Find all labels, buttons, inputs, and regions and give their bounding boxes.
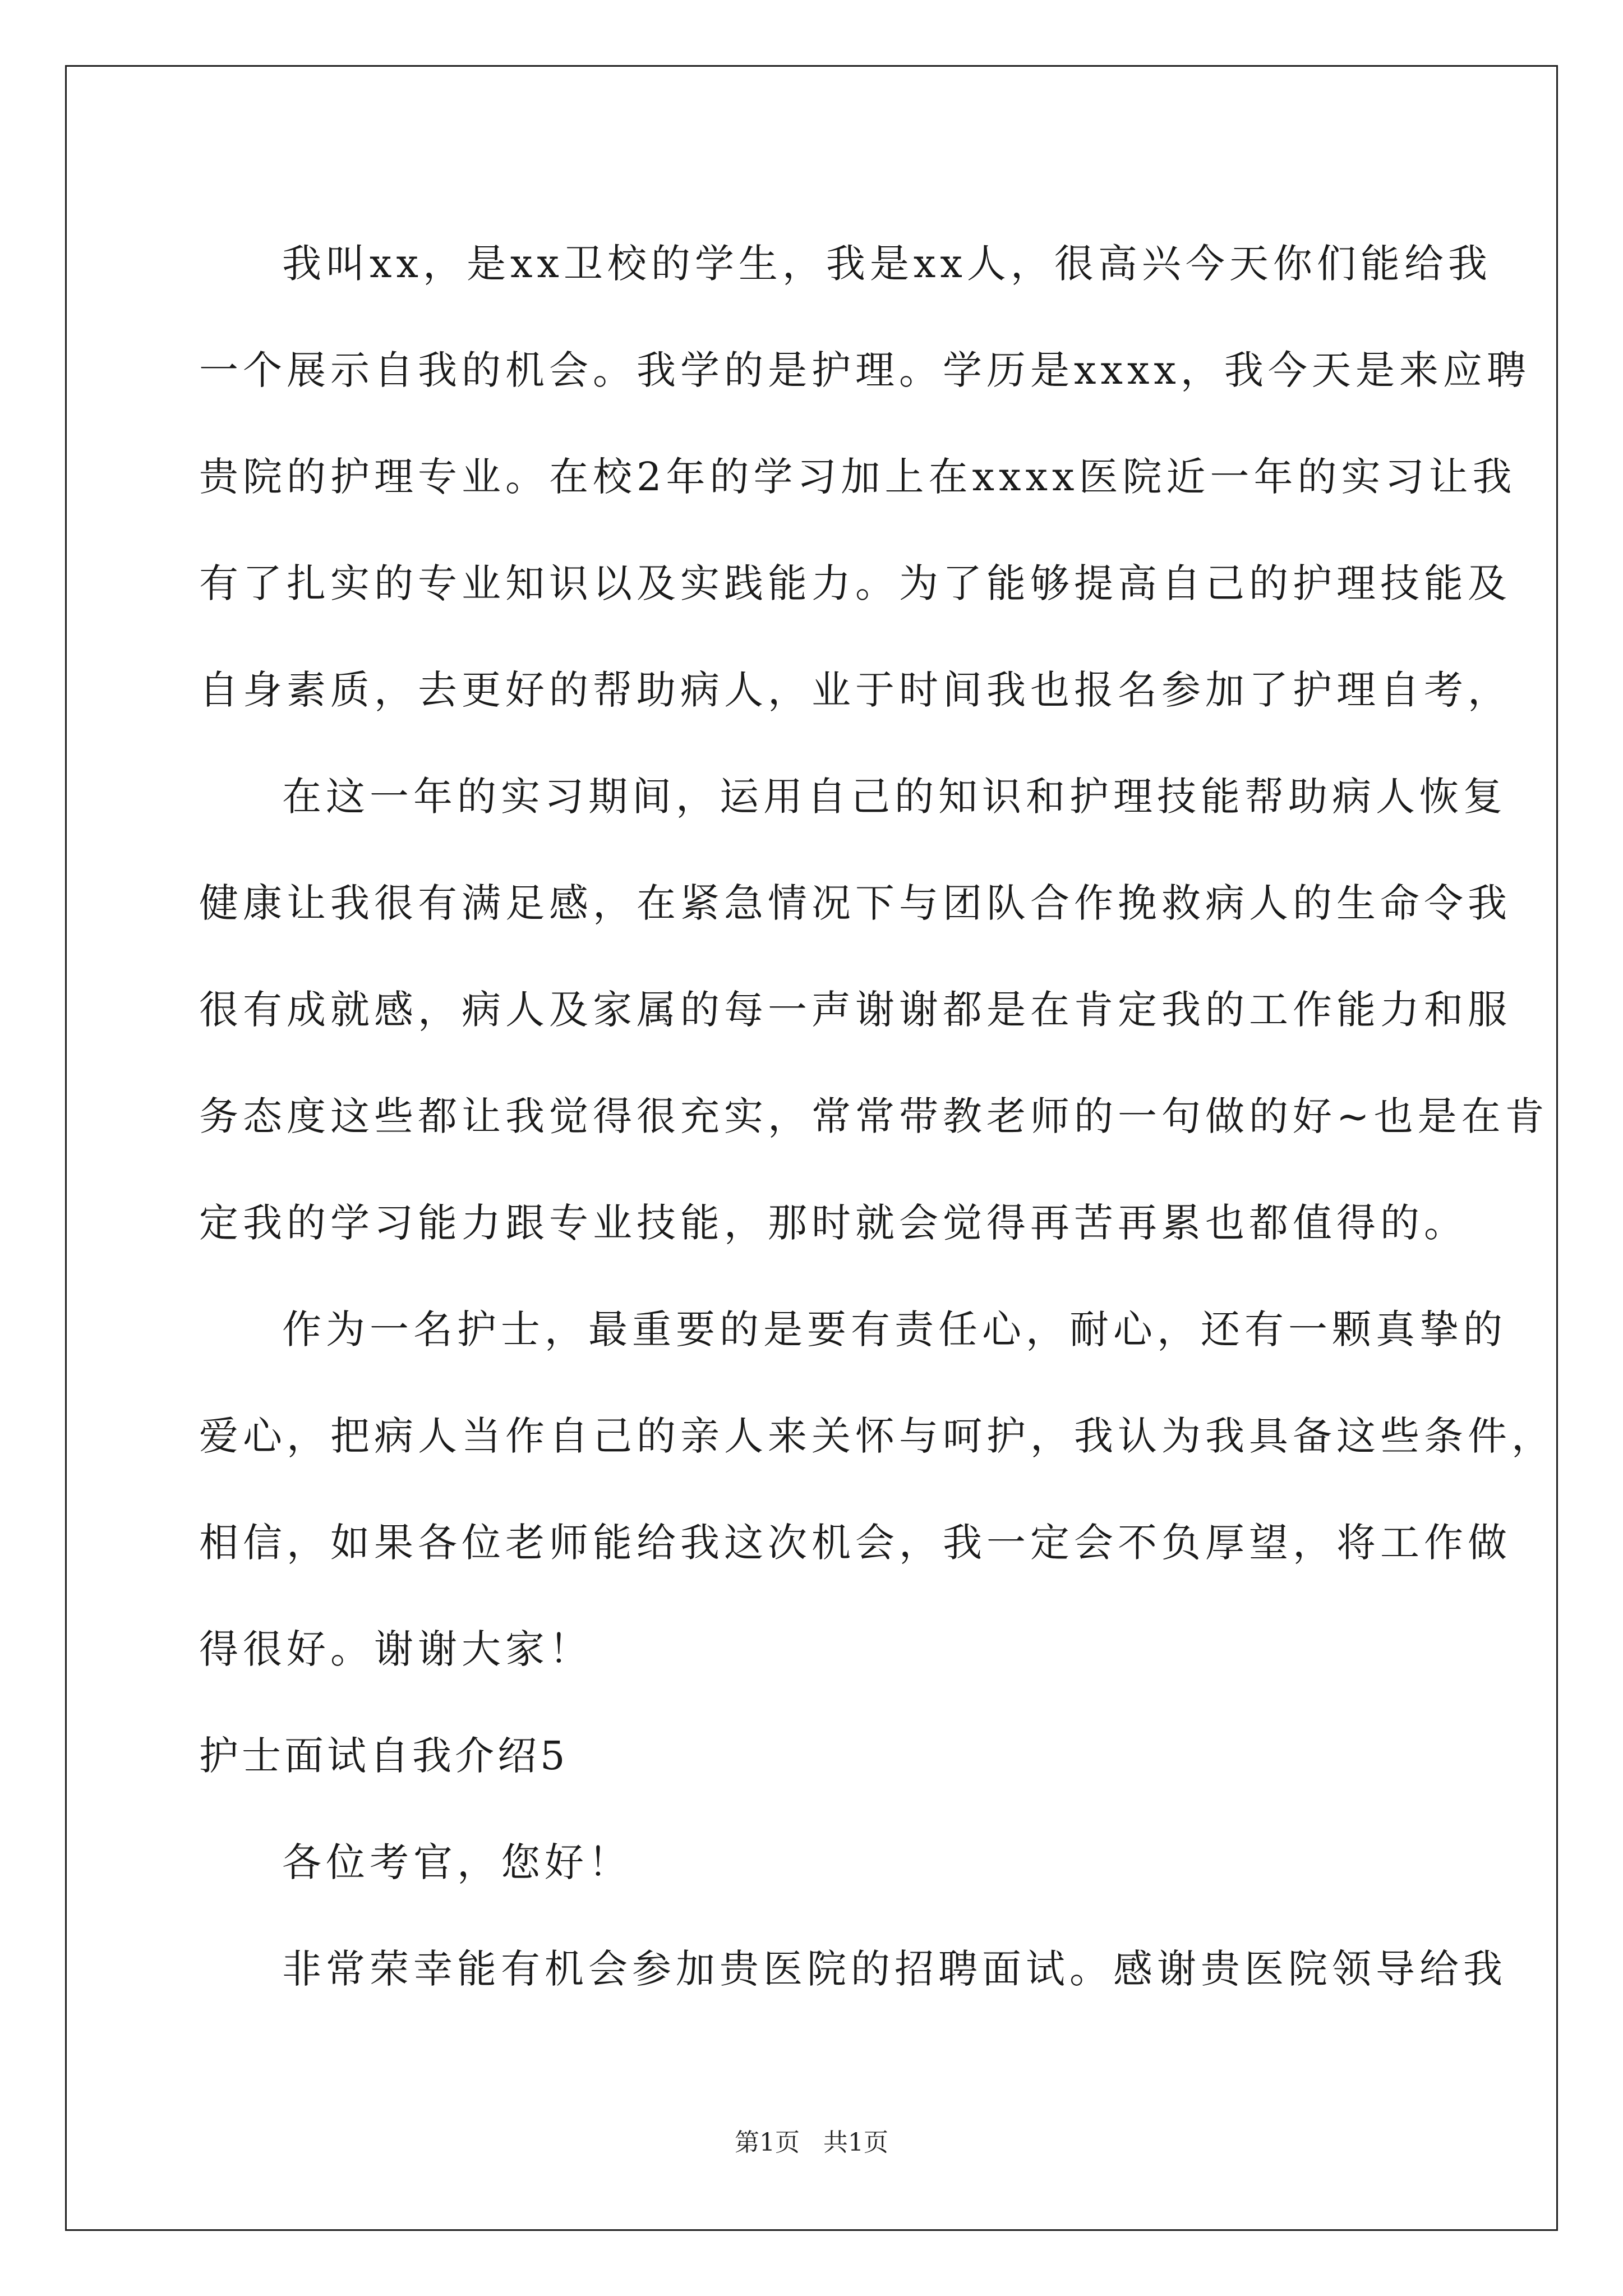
text-line: 得很好。谢谢大家！ — [199, 1626, 593, 1672]
text-line: 爱心，把病人当作自己的亲人来关怀与呵护，我认为我具备这些条件， — [199, 1413, 1555, 1459]
text-line: 自身素质，去更好的帮助病人，业于时间我也报名参加了护理自考， — [199, 667, 1511, 713]
text-line: 在这一年的实习期间，运用自己的知识和护理技能帮助病人恢复 — [282, 774, 1507, 820]
text-line: 我叫xx，是xx卫校的学生，我是xx人，很高兴今天你们能给我 — [282, 241, 1492, 287]
page-footer: 第1页 共1页 — [735, 2128, 888, 2157]
text-line: 非常荣幸能有机会参加贵医院的招聘面试。感谢贵医院领导给我 — [282, 1946, 1507, 1992]
text-line: 各位考官，您好！ — [282, 1839, 632, 1885]
text-line: 很有成就感，病人及家属的每一声谢谢都是在肯定我的工作能力和服 — [199, 987, 1511, 1033]
text-line: 作为一名护士，最重要的是要有责任心，耐心，还有一颗真挚的 — [282, 1306, 1507, 1352]
text-line: 有了扎实的专业知识以及实践能力。为了能够提高自己的护理技能及 — [199, 560, 1511, 606]
document-body — [199, 210, 1555, 2022]
section-heading: 护士面试自我介绍5 — [199, 1733, 569, 1779]
text-line: 相信，如果各位老师能给我这次机会，我一定会不负厚望，将工作做 — [199, 1520, 1511, 1566]
text-line: 贵院的护理专业。在校2年的学习加上在xxxx医院近一年的实习让我 — [199, 454, 1516, 500]
text-line: 健康让我很有满足感，在紧急情况下与团队合作挽救病人的生命令我 — [199, 880, 1511, 926]
text-line: 定我的学习能力跟专业技能，那时就会觉得再苦再累也都值得的。 — [199, 1200, 1468, 1246]
text-line: 一个展示自我的机会。我学的是护理。学历是xxxx，我今天是来应聘 — [199, 347, 1530, 393]
text-line: 务态度这些都让我觉得很充实，常常带教老师的一句做的好~也是在肯 — [199, 1093, 1549, 1139]
